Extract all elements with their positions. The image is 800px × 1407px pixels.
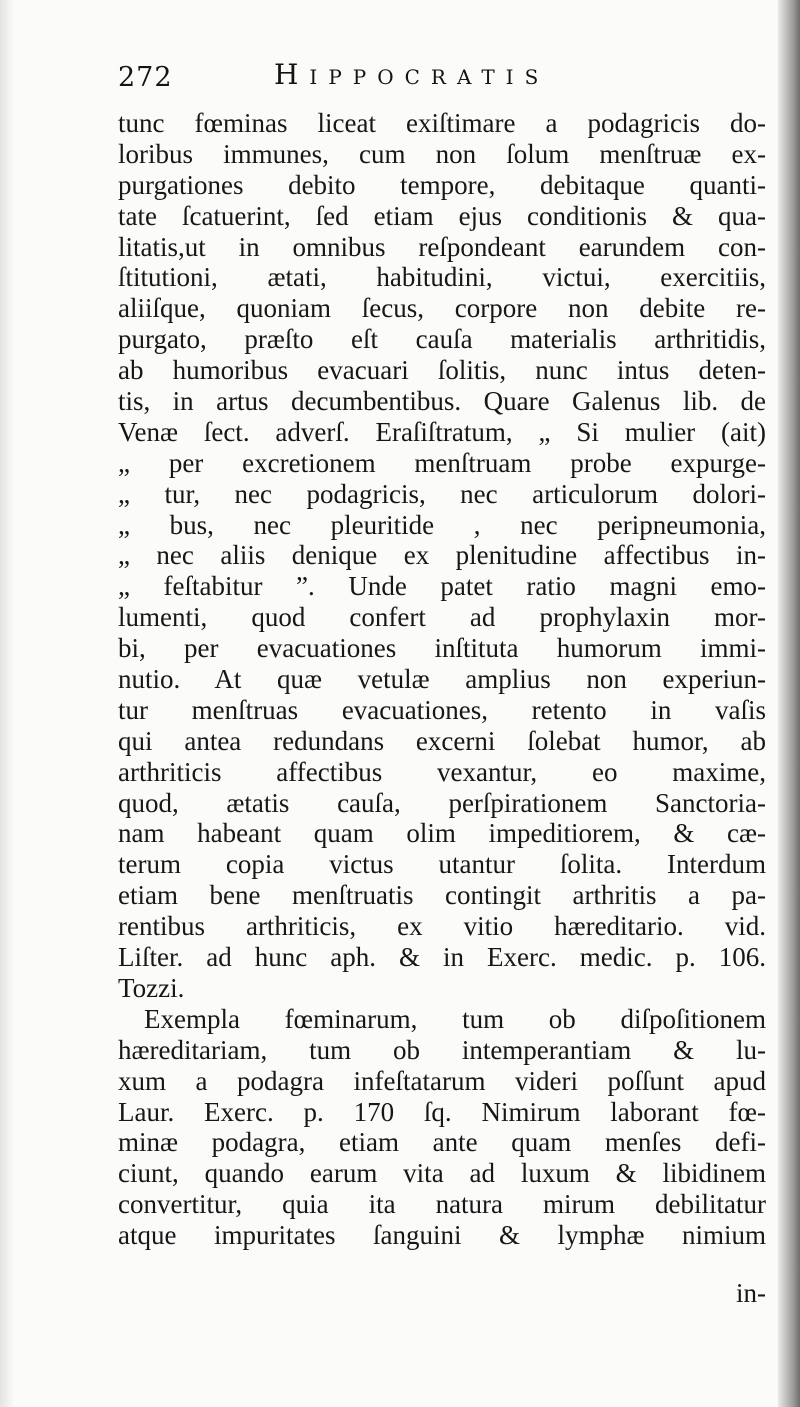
paragraph-2 — [118, 1004, 766, 1251]
body-text — [118, 108, 766, 1251]
text-line: „ tur, nec podagricis, nec articulorum dolori- — [118, 478, 766, 509]
text-line: nutio. At quæ vetulæ amplius non experiun- — [118, 664, 766, 695]
text-line: quod, ætatis cauſa, perſpirationem Sanctoria- — [118, 787, 766, 818]
text-line: litatis,ut in omnibus reſpondeant earundem con- — [118, 231, 766, 262]
text-line: „ nec aliis denique ex plenitudine affectibus in- — [118, 540, 766, 571]
text-line: loribus immunes, cum non ſolum menſtruæ ex- — [118, 138, 766, 169]
running-title: Hippocratis — [274, 58, 550, 91]
text-line: Liſter. ad hunc aph. & in Exerc. medic. p. 106. — [118, 942, 766, 973]
catchword: in- — [736, 1278, 766, 1308]
text-line: lumenti, quod confert ad prophylaxin mor- — [118, 602, 766, 633]
text-line: qui antea redundans excerni ſolebat humor, ab — [118, 725, 766, 756]
text-line: Tozzi. — [118, 972, 185, 1003]
text-line: convertitur, quia ita natura mirum debilitatur — [118, 1189, 766, 1220]
page-header — [118, 54, 758, 98]
text-line: purgationes debito tempore, debitaque quanti- — [118, 169, 766, 200]
text-line: etiam bene menſtruatis contingit arthritis a pa- — [118, 880, 766, 911]
text-line: „ per excretionem menſtruam probe expurge- — [118, 447, 766, 478]
paragraph-1 — [118, 108, 766, 1004]
page-gutter-shadow — [0, 0, 14, 1407]
text-line: tis, in artus decumbentibus. Quare Galenus lib. de — [118, 386, 766, 417]
text-line: atque impuritates ſanguini & lymphæ nimium — [118, 1220, 766, 1251]
text-line: „ bus, nec pleuritide , nec peripneumonia, — [118, 509, 766, 540]
text-line: ab humoribus evacuari ſolitis, nunc intus deten- — [118, 355, 766, 386]
text-line: minæ podagra, etiam ante quam menſes defi- — [118, 1127, 766, 1158]
text-line: tate ſcatuerint, ſed etiam ejus conditionis & qua- — [118, 200, 766, 231]
text-line: „ feſtabitur ”. Unde patet ratio magni emo- — [118, 571, 766, 602]
text-line: purgato, præſto eſt cauſa materialis arthritidis, — [118, 324, 766, 355]
text-line: terum copia victus utantur ſolita. Interdum — [118, 849, 766, 880]
text-line: Venæ ſect. adverſ. Eraſiſtratum, „ Si mulier (ait) — [118, 416, 766, 447]
text-line: Exempla fœminarum, tum ob diſpoſitionem — [144, 1003, 766, 1034]
page-edge-shadow — [778, 0, 800, 1407]
text-line: ſtitutioni, ætati, habitudini, victui, exercitiis, — [118, 262, 766, 293]
text-line: bi, per evacuationes inſtituta humorum immi- — [118, 633, 766, 664]
text-line: rentibus arthriticis, ex vitio hæreditario. vid. — [118, 911, 766, 942]
page-number: 272 — [118, 62, 173, 93]
text-line: hæreditariam, tum ob intemperantiam & lu- — [118, 1034, 766, 1065]
text-line: aliiſque, quoniam ſecus, corpore non debite re- — [118, 293, 766, 324]
text-line: nam habeant quam olim impeditiorem, & cæ- — [118, 818, 766, 849]
text-line: tur menſtruas evacuationes, retento in vaſis — [118, 694, 766, 725]
text-line: Laur. Exerc. p. 170 ſq. Nimirum laborant fœ- — [118, 1096, 766, 1127]
text-line: xum a podagra infeſtatarum videri poſſunt apud — [118, 1065, 766, 1096]
text-line: tunc fœminas liceat exiſtimare a podagricis do- — [118, 108, 766, 138]
text-line: arthriticis affectibus vexantur, eo maxime, — [118, 756, 766, 787]
text-line: ciunt, quando earum vita ad luxum & libidinem — [118, 1158, 766, 1189]
